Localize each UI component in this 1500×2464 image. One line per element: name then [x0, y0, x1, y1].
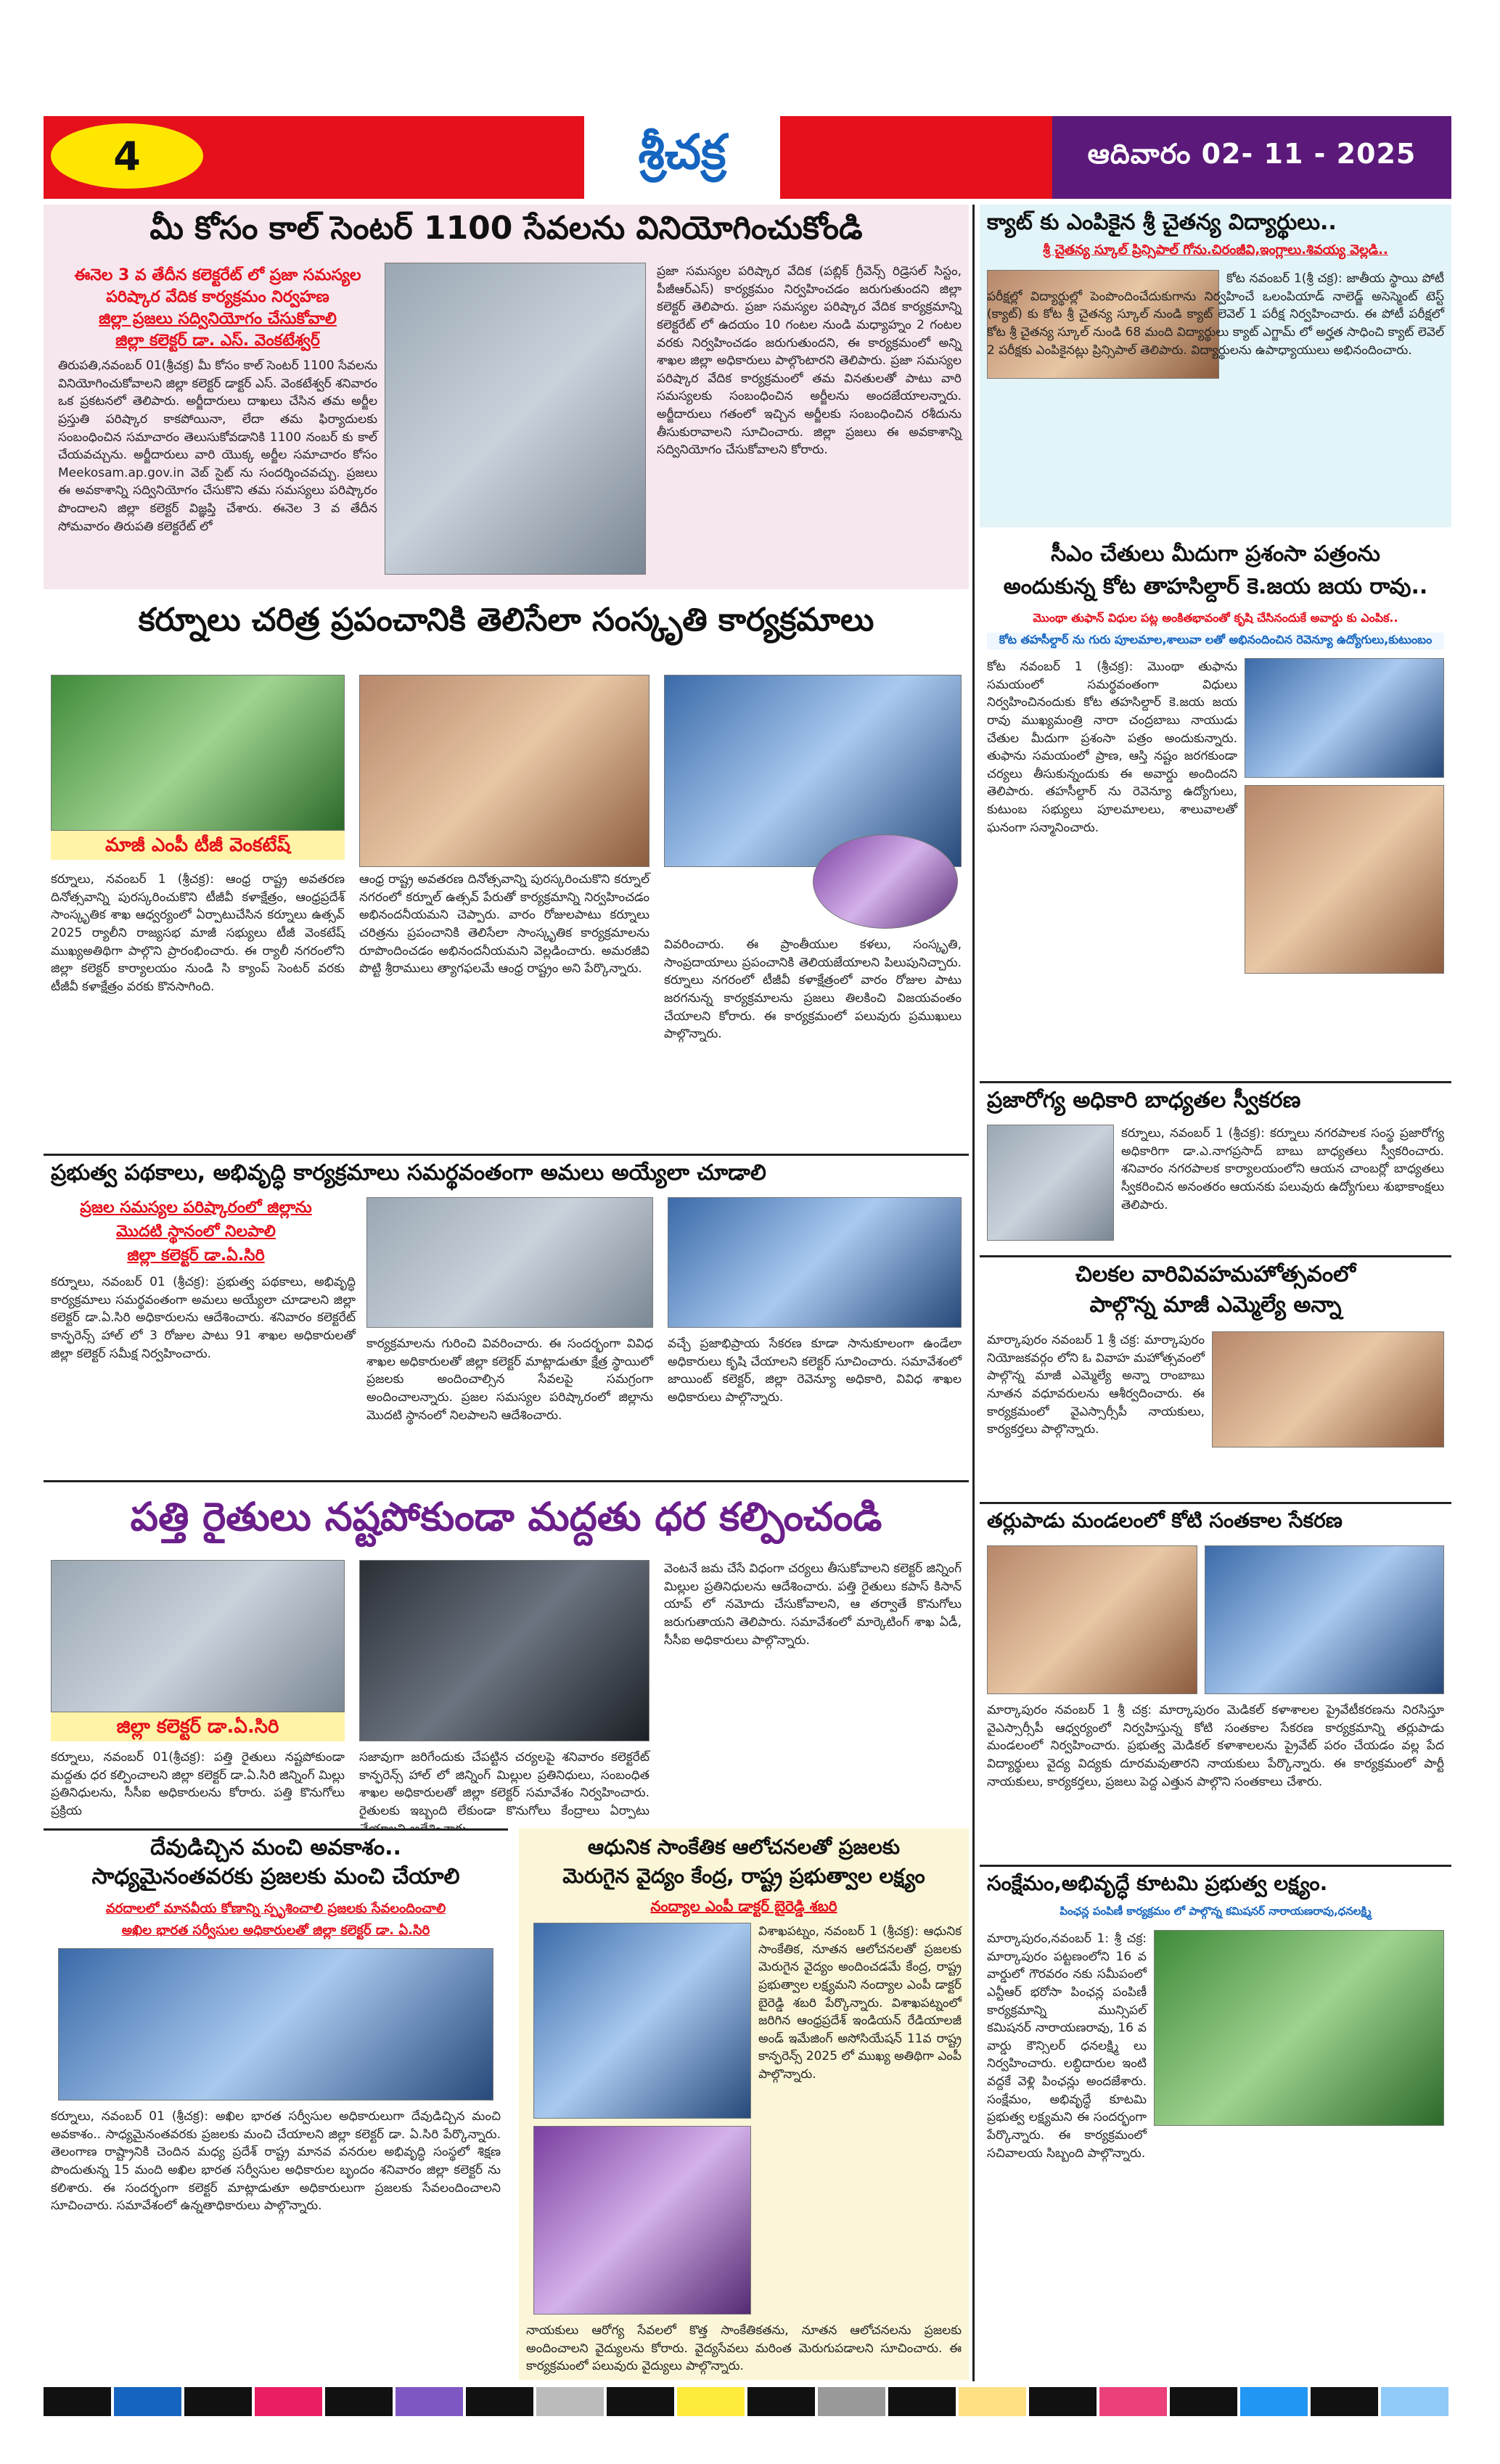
- subhead-2: అఖిల భారత సర్వీసుల అధికారులతో జిల్లా కలెక్టర్ డా. ఏ.సిరి: [121, 1923, 430, 1938]
- article-chaitanya: [980, 205, 1451, 527]
- signature-photo-2: [1205, 1545, 1444, 1694]
- article-health-officer: [980, 1081, 1451, 1248]
- headline: ప్రజారోగ్య అధికారి బాధ్యతల స్వీకరణ: [987, 1088, 1301, 1113]
- divider: [44, 1154, 969, 1156]
- group-photo: [58, 1948, 493, 2100]
- procession-photo: [664, 675, 962, 867]
- felicitation-photo: [1245, 785, 1444, 974]
- headline-1: చిలకల వారివివహమహోత్సవంలో: [1075, 1262, 1356, 1287]
- headline-1: ఆధునిక సాంకేతిక ఆలోచనలతో ప్రజలకు: [587, 1835, 901, 1859]
- body: కర్నూలు, నవంబర్ 1 (శ్రీచక్ర): కర్నూలు నగరపాలక సంస్థ ప్రజారోగ్య అధికారిగా డా.ఎ.నాగప్రసాద్ బాబు బాధ్యతలు స్వీకరించారు. శనివారం నగరపాలక కార్యాలయంలోని ఆయన చాంబర్లో బాధ్యతలు స్వీకరించిన అనంతరం ఆయనకు పలువురు ఉద్యోగులు శుభాకాంక్షలు తెలిపారు.: [1121, 1126, 1444, 1212]
- article-wedding: [980, 1255, 1451, 1495]
- body: మార్కాపురం నవంబర్ 1 శ్రీ చక్ర: మార్కాపురం మెడికల్ కళాశాలల ప్రైవేటీకరణను నిరసిస్తూ వైఎస్సార్సీపీ ఆధ్వర్యంలో నిర్వహిస్తున్న కోటి సంతకాల సేకరణ కార్యక్రమాన్ని తర్లుపాడు మండలంలో నిర్వహించారు. ప్రభుత్వ మెడికల్ కళాశాలలను ప్రైవేట్ పరం చేయడం వల్ల పేద విద్యార్థులు వైద్య విద్యకు దూరమవుతారని నాయకులు పేర్కొన్నారు. ఈ కార్యక్రమంలో పార్టీ నాయకులు, కార్యకర్తలు, ప్రజలు పెద్ద ఎత్తున పాల్గొని సంతకాలు చేశారు.: [987, 1703, 1444, 1789]
- divider: [44, 1828, 508, 1831]
- divider: [980, 1081, 1451, 1083]
- body-2: ఆంధ్ర రాష్ట్ర అవతరణ దినోత్సవాన్ని పురస్కరించుకొని కర్నూల్ నగరంలో కర్నూల్ ఉత్సవ్ పేరుతో కార్యక్రమాన్ని నిర్వహించడం అభినందనీయమని చెప్పారు. వారం రోజులపాటు కర్నూలు చరిత్రను ప్రపంచానికి తెలిసేలా సాంస్కృతిక కార్యక్రమాలను రూపొందించడం అభినందనీయమని వెల్లడించారు. అమరజీవి పొట్టి శ్రీరాములు త్యాగఫలమే ఆంధ్ర రాష్ట్రం అని పేర్కొన్నారు.: [359, 872, 649, 977]
- subhead-1: వరదాలలో మానవీయ కోణాన్ని స్పృశించాలి ప్రజలకు సేవలందించాలి: [105, 1901, 446, 1916]
- body-2: కార్యక్రమాలను గురించి వివరించారు. ఈ సందర్భంగా వివిధ శాఖల అధికారులతో జిల్లా కలెక్టర్ మాట్లాడుతూ క్షేత్ర స్థాయిలో ప్రజలకు అందించాల్సిన సేవలపై సమగ్రంగా అందించాలన్నారు. ప్రజల సమస్యల పరిష్కారంలో జిల్లాను మొదటి స్థానంలో నిలపాలని ఆదేశించారు.: [366, 1336, 653, 1423]
- body-3: వచ్చే ప్రజాభిప్రాయ సేకరణ కూడా సానుకూలంగా ఉండేలా అధికారులు కృషి చేయాలని కలెక్టర్ సూచించారు. సమావేశంలో జాయింట్ కలెక్టర్, జిల్లా రెవెన్యూ అధికారి, వివిధ శాఖల అధికారులు పాల్గొన్నారు.: [668, 1336, 962, 1405]
- headline: క్యాట్ కు ఎంపికైన శ్రీ చైతన్య విద్యార్థులు..: [987, 210, 1337, 235]
- body-3: వెంటనే జమ చేసే విధంగా చర్యలు తీసుకోవాలని కలెక్టర్ జిన్నింగ్ మిల్లుల ప్రతినిధులను ఆదేశించారు. పత్తి రైతులు కపాస్ కిసాన్ యాప్ లో నమోదు చేసుకోవాలని, ఆ తర్వాతే కొనుగోలు జరుగుతాయని తెలిపారు. సమావేశంలో మార్కెటింగ్ శాఖ ఏడీ, సీసీఐ అధికారులు పాల్గొన్నారు.: [664, 1561, 962, 1648]
- body-1: కర్నూలు, నవంబర్ 1 (శ్రీచక్ర): ఆంధ్ర రాష్ట్ర అవతరణ దినోత్సవాన్ని పురస్కరించుకొని టీజీవీ కళాక్షేత్రం, ఆంధ్రప్రదేశ్ సాంస్కృతిక శాఖ ఆధ్వర్యంలో ఏర్పాటుచేసిన కర్నూలు ఉత్సవ్ 2025 ర్యాలీని రాజ్యసభ మాజీ సభ్యులు టీజీ వెంకటేష్ ముఖ్యఅతిథిగా పాల్గొని ప్రారంభించారు. ఈ ర్యాలీ నగరంలోని జిల్లా కలెక్టర్ కార్యాలయం నుండి సి క్యాంప్ సెంటర్ వరకు టీజీవీ కళాక్షేత్రం వరకు కొనసాగింది.: [51, 872, 345, 994]
- subhead: నంద్యాల ఎంపీ డాక్టర్ బైరెడ్డి శబరి: [650, 1897, 837, 1915]
- headline: కర్నూలు చరిత్ర ప్రపంచానికి తెలిసేలా సంస్కృతి కార్యక్రమాలు: [138, 601, 874, 638]
- headline-1: సీఎం చేతులు మీదుగా ప్రశంసా పత్రంను: [1051, 541, 1380, 567]
- article-health: [519, 1828, 969, 2380]
- subhead-1: ప్రజల సమస్యల పరిష్కారంలో జిల్లాను: [80, 1199, 312, 1217]
- photo-caption: జిల్లా కలెక్టర్ డా.ఏ.సిరి: [51, 1712, 345, 1741]
- headline-2: సాధ్యమైనంతవరకు ప్రజలకు మంచి చేయాలి: [91, 1864, 460, 1889]
- article-kurnool: [44, 595, 969, 1146]
- article-signatures: [980, 1502, 1451, 1857]
- article-opportunity: [44, 1828, 508, 2380]
- issue-date: ఆదివారం 02- 11 - 2025: [1087, 138, 1417, 170]
- body: మార్కాపురం నవంబర్ 1 శ్రీ చక్ర: మార్కాపురం నియోజకవర్గం లోని ఓ వివాహ మహోత్సవంలో పాల్గొన్న మాజీ ఎమ్మెల్యే అన్నా రాంబాబు నూతన వధూవరులను ఆశీర్వదించారు. ఈ కార్యక్రమంలో వైఎస్సార్సీపీ నాయకులు, కార్యకర్తలు పాల్గొన్నారు.: [987, 1333, 1205, 1437]
- headline: పత్తి రైతులు నష్టపోకుండా మద్దతు ధర కల్పించండి: [130, 1494, 882, 1540]
- color-registration-bar: [44, 2387, 1451, 2416]
- headline: సంక్షేమం,అభివృద్ధే కూటమి ప్రభుత్వ లక్ష్యం.: [987, 1871, 1328, 1895]
- newspaper-logo: శ్రీచక్ర: [584, 116, 780, 199]
- body-2: నాయకులు ఆరోగ్య సేవలలో కొత్త సాంకేతికతను, నూతన ఆలోచనలను ప్రజలకు అందించాలని వైద్యులను కోరారు. వైద్యసేవలు మరింత మెరుగుపడాలని సూచించారు. ఈ కార్యక్రమంలో పలువురు వైద్యులు పాల్గొన్నారు.: [526, 2323, 962, 2374]
- wedding-photo: [1212, 1331, 1444, 1447]
- body-3: వివరించారు. ఈ ప్రాంతీయుల కళలు, సంస్కృతి, సాంప్రదాయాలు ప్రపంచానికి తెలియజేయాలని పిలుపునిచ్చారు. కర్నూలు నగరంలో టీజీవీ కళాక్షేత్రంలో వారం రోజుల పాటు జరగనున్న కార్యక్రమాలను ప్రజలు తిలకించి విజయవంతం చేయాలని కోరారు. ఈ కార్యక్రమంలో పలువురు ప్రముఖులు పాల్గొన్నారు.: [664, 937, 962, 1042]
- body-right: ప్రజా సమస్యల పరిష్కార వేదిక (పబ్లిక్ గ్రీవెన్స్ రిడ్రెసల్ సిస్టం, పీజీఆర్ఎస్) కార్యక్రమం నిర్వహించడం జరుగుతుందని జిల్లా కలెక్టర్ తెలిపారు. ప్రజా సమస్యల పరిష్కార వేదిక కార్యక్రమాన్ని కలెక్టరేట్ లో ఉదయం 10 గంటల నుండి మధ్యాహ్నం 2 గంటల వరకు నిర్వహించడం జరుగుతుందని, ఈ కార్యక్రమంలో అన్ని శాఖల జిల్లా అధికారులు పాల్గొంటారని తెలిపారు. ప్రజా సమస్యల పరిష్కార వేదిక కార్యక్రమంలో తమ వినతులతో పాటు వారి సమస్యలకు సంబంధించిన అర్జీలను అందజేయాలన్నారు. అర్జీదారులు గతంలో ఇచ్చిన అర్జీలకు సంబంధించిన రశీదును తీసుకురావాలని సూచించారు. జిల్లా ప్రజలు ఈ అవకాశాన్ని సద్వినియోగం చేసుకోవాలని కోరారు.: [657, 264, 962, 458]
- meeting-hall-photo: [359, 1560, 649, 1741]
- subhead-1: మొంథా తుఫాన్ విధుల పట్ల అంకితభావంతో కృషి చేసినందుకే అవార్డు కు ఎంపిక..: [1033, 611, 1398, 625]
- subhead: శ్రీ చైతన్య స్కూల్ ప్రిన్సిపాల్ గోను.చిరంజీవి,ఇంగ్లాలు.శివయ్య వెల్లడి..: [1043, 242, 1388, 258]
- body-1: కర్నూలు, నవంబర్ 01 (శ్రీచక్ర): ప్రభుత్వ పథకాలు, అభివృద్ధి కార్యక్రమాలు సమర్థవంతంగా అమలు అయ్యేలా చూడాలని జిల్లా కలెక్టర్ డా.ఏ.సిరి అధికారులను ఆదేశించారు. శనివారం కలెక్టరేట్ కాన్ఫరెన్స్ హాల్ లో 3 రోజుల పాటు 91 శాఖల అధికారులతో జిల్లా కలెక్టర్ సమీక్ష నిర్వహించారు.: [51, 1275, 356, 1361]
- crowd-photo: [359, 675, 649, 867]
- officer-photo: [987, 1125, 1114, 1241]
- meeting-photo-1: [366, 1197, 653, 1328]
- headline: తర్లుపాడు మండలంలో కోటి సంతకాల సేకరణ: [987, 1508, 1343, 1532]
- speaker-photo: [533, 1923, 751, 2119]
- headline: మీ కోసం కాల్ సెంటర్ 1100 సేవలను వినియోగించుకోండి: [149, 210, 863, 247]
- inset-photo: [813, 834, 958, 929]
- award-photo: [533, 2126, 751, 2315]
- body-2: సజావుగా జరిగేందుకు చేపట్టిన చర్యలపై శనివారం కలెక్టరేట్ కాన్ఫరెన్స్ హాల్ లో జిన్నింగ్ మిల్లుల ప్రతినిధులు, సంబంధిత శాఖల అధికారులతో జిల్లా కలెక్టర్ సమావేశం నిర్వహించారు. రైతులకు ఇబ్బంది లేకుండా కొనుగోలు కేంద్రాలు ఏర్పాటు: [359, 1750, 649, 1818]
- body-1: కర్నూలు, నవంబర్ 01(శ్రీచక్ర): పత్తి రైతులు నష్టపోకుండా మద్దతు ధర కల్పించాలని జిల్లా కలెక్టర్ డా.ఏ.సిరి జిన్నింగ్ మిల్లు ప్రతినిధులను, సీసీఐ అధికారులను కోరారు. పత్తి కొనుగోలు ప్రక్రియ: [51, 1750, 345, 1818]
- headline-1: దేవుడిచ్చిన మంచి అవకాశం..: [150, 1835, 401, 1860]
- signature-photo-1: [987, 1545, 1197, 1694]
- body: కోట నవంబర్ 1(శ్రీ చక్ర): జాతీయ స్థాయి పోటీ పరీక్షల్లో విద్యార్థుల్లో పెంపొందించేదుకుగాను నిర్వహించే ఒలంపియాడ్ నాలెడ్జ్ అసెస్మెంట్ టెస్ట్ (క్యాట్) కు కోట శ్రీ చైతన్య స్కూల్ నుండి క్యాట్ లెవెల్ 1 పరీక్ష నిర్వహించారు. ఈ పోటీ పరీక్షలో కోట శ్రీ చైతన్య స్కూల్ నుండి 68 మంది విద్యార్థులు క్యాట్ ఎగ్జామ్ లో అర్హత సాధించి క్యాట్ లెవెల్ 2 పరీక్షకు ఎంపికైనట్లు ప్రిన్సిపాల్ తెలిపారు. విద్యార్థులను ఉపాధ్యాయులు అభినందించారు.: [987, 271, 1444, 358]
- rally-photo: [51, 675, 345, 831]
- article-cotton: [44, 1480, 969, 1821]
- collector-desk-photo: [51, 1560, 345, 1712]
- article-welfare: [980, 1865, 1451, 2380]
- article-call-center: [44, 205, 969, 589]
- article-schemes: [44, 1154, 969, 1473]
- photo-caption: మాజీ ఎంపీ టీజీ వెంకటేష్: [51, 831, 345, 860]
- body-1: విశాఖపట్నం, నవంబర్ 1 (శ్రీచక్ర): ఆధునిక సాంకేతిక, నూతన ఆలోచనలతో ప్రజలకు మెరుగైన వైద్యం అందించడమే కేంద్ర, రాష్ట్ర ప్రభుత్వాల లక్ష్యమని నంద్యాల ఎంపీ డాక్టర్ బైరెడ్డి శబరి పేర్కొన్నారు. విశాఖపట్నంలో జరిగిన ఆంధ్రప్రదేశ్ ఇండియన్ రేడియాలజీ అండ్ ఇమేజింగ్ అసోసియేషన్ 11వ రాష్ట్ర కాన్ఫరెన్స్ 2025 లో ముఖ్య అతిథిగా ఎంపీ పాల్గొన్నారు.: [758, 1924, 962, 2082]
- divider: [980, 1865, 1451, 1867]
- body: మార్కాపురం,నవంబర్ 1: శ్రీ చక్ర: మార్కాపురం పట్టణంలోని 16 వ వార్డులో గౌరవరం నకు సమీపంలో ఎన్టీఆర్ భరోసా పింఛన్ల పంపిణీ కార్యక్రమాన్ని మున్సిపల్ కమిషనర్ నారాయణరావు, 16 వ వార్డు కౌన్సిలర్ ధనలక్ష్మి లు నిర్వహించారు. లబ్ధిదారుల ఇంటి వద్దకే వెళ్లి పింఛన్లు అందజేశారు. సంక్షేమం, అభివృద్ధే కూటమి ప్రభుత్వ లక్ష్యమని ఈ సందర్భంగా పేర్కొన్నారు. ఈ కార్యక్రమంలో సచివాలయ సిబ్బంది పాల్గొన్నారు.: [987, 1931, 1147, 2161]
- meeting-photo-2: [668, 1197, 962, 1328]
- subhead: పింఛన్ల పంపిణీ కార్యక్రమం లో పాల్గొన్న కమిషనర్ నారాయణరావు,ధనలక్ష్మి: [1060, 1905, 1372, 1918]
- subhead-4: జిల్లా కలెక్టర్ డా. ఎస్. వెంకటేశ్వర్: [115, 332, 320, 350]
- body-left: తిరుపతి,నవంబర్ 01(శ్రీచక్ర) మీ కోసం కాల్ సెంటర్ 1100 సేవలను వినియోగించుకోవాలని జిల్లా కలెక్టర్ డాక్టర్ ఎస్. వెంకటేశ్వర్ శనివారం ఒక ప్రకటనలో తెలిపారు. అర్జీదారులు దాఖలు చేసిన తమ అర్జీల ప్రస్తుతి పరిష్కార కాకపోయినా, లేదా తమ ఫిర్యాదులకు సంబంధించిన సమాచారం తెలుసుకోవడానికి 1100 నంబర్ కు కాల్ చేయవచ్చును. అర్జీదారులు వారి యొక్క అర్జీల సమాచారం కోసం Meekosam.ap.gov.in వెబ్ సైట్ ను సందర్శించవచ్చు. ప్రజలు ఈ అవకాశాన్ని సద్వినియోగం చేసుకొని తమ సమస్యలు పరిష్కారం పొందాలని జిల్లా కలెక్టర్ విజ్ఞప్తి చేశారు. ఈనెల 3 వ తేదీన సోమవారం తిరుపతి కలెక్టరేట్ లో: [58, 358, 377, 534]
- headline: ప్రభుత్వ పథకాలు, అభివృద్ధి కార్యక్రమాలు సమర్థవంతంగా అమలు అయ్యేలా చూడాలి: [51, 1160, 766, 1186]
- article-cm-award: [980, 535, 1451, 1075]
- divider: [980, 1502, 1451, 1504]
- subhead-2: పరిష్కార వేదిక కార్యక్రమం నిర్వహణ: [106, 288, 329, 306]
- subhead-1: ఈనెల 3 వ తేదీన కలెక్టరేట్ లో ప్రజా సమస్యల: [74, 266, 361, 284]
- subhead-2: కోట తహసీల్దార్ ను గురు పూలమాల,శాలువా లతో అభినందించిన రెవెన్యూ ఉద్యోగులు,కుటుంబం: [987, 633, 1444, 649]
- page-number: 4: [51, 123, 203, 189]
- column-divider: [972, 205, 975, 2381]
- subhead-3: జిల్లా కలెక్టర్ డా.ఏ.సిరి: [127, 1247, 265, 1265]
- divider: [980, 1255, 1451, 1257]
- headline-2: పాల్గొన్న మాజీ ఎమ్మెల్యే అన్నా: [1089, 1292, 1342, 1318]
- body: కోట నవంబర్ 1 (శ్రీచక్ర): మొంథా తుఫాను సమయంలో సమర్థవంతంగా విధులు నిర్వహించినందుకు కోట తహసిల్దార్ కె.జయ జయ రావు ముఖ్యమంత్రి నారా చంద్రబాబు నాయుడు చేతుల మీదుగా ప్రశంసా పత్రం అందుకున్నారు. తుఫాను సమయంలో ప్రాణ, ఆస్తి నష్టం జరగకుండా చర్యలు తీసుకున్నందుకు ఈ అవార్డు అందిందని తెలిపారు. తహసీల్దార్ ను రెవెన్యూ ఉద్యోగులు, కుటుంబ సభ్యులు పూలమాలలు, శాలువాలతో ఘనంగా సన్మానించారు.: [987, 660, 1237, 835]
- divider: [44, 1480, 969, 1482]
- subhead-2: మొదటి స్థానంలో నిలపాలి: [116, 1223, 276, 1241]
- cm-photo: [1245, 658, 1444, 778]
- body: కర్నూలు, నవంబర్ 01 (శ్రీచక్ర): అఖిల భారత సర్వీసుల అధికారులుగా దేవుడిచ్చిన మంచి అవకాశం.. సాధ్యమైనంతవరకు ప్రజలకు మంచి చేయాలని జిల్లా కలెక్టర్ డా. ఏ.సిరి పేర్కొన్నారు. తెలంగాణ రాష్ట్రానికి చెందిన మధ్య ప్రదేశ్ రాష్ట్ర మానవ వనరుల అభివృద్ధి సంస్థలో శిక్షణ పొందుతున్న 15 మంది అఖిల భారత సర్వీసుల అధికారుల బృందం శనివారం జిల్లా కలెక్టర్ ను కలిశారు. ఈ సందర్భంగా కలెక్టర్ మాట్లాడుతూ అధికారులుగా ప్రజలకు సేవలందించాలని సూచించారు. సమావేశంలో ఉన్నతాధికారులు పాల్గొన్నారు.: [51, 2109, 501, 2214]
- pension-photo: [1154, 1930, 1444, 2126]
- headline-2: అందుకున్న కోట తాహసిల్దార్ కె.జయ జయ రావు..: [1003, 574, 1428, 599]
- collector-photo: [385, 263, 646, 575]
- headline-2: మెరుగైన వైద్యం కేంద్ర, రాష్ట్ర ప్రభుత్వాల లక్ష్యం: [562, 1864, 925, 1888]
- subhead-3: జిల్లా ప్రజలు సద్వినియోగం చేసుకోవాలి: [99, 310, 337, 328]
